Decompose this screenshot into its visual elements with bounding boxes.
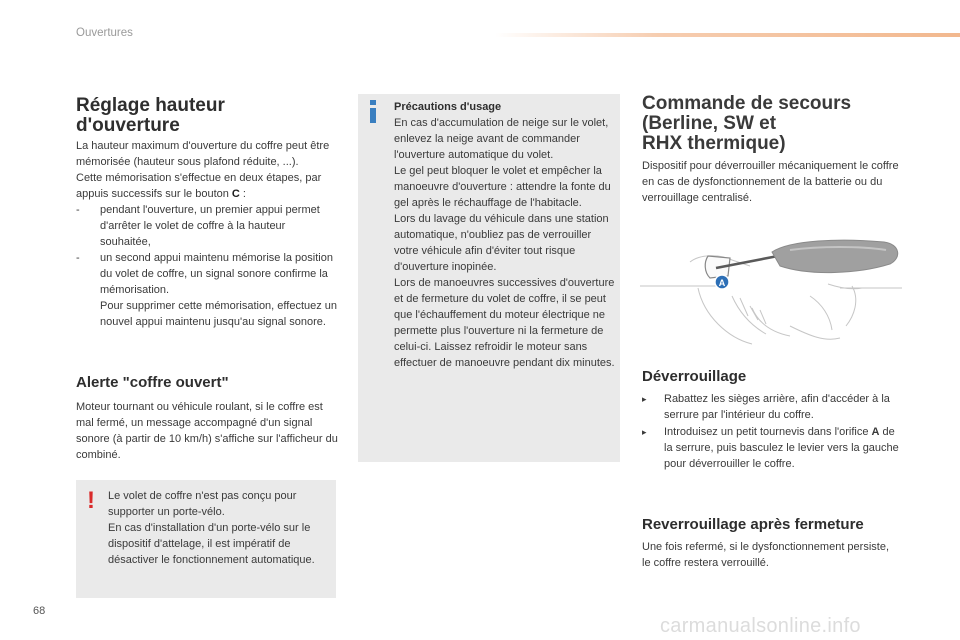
info-paragraph: Lors de manoeuvres successives d'ouverture et de fermeture du volet de coffre, il se peut que l'échauffement du moteur électrique ne permette plus l'ouverture ni la fermeture de celui-ci. Laissez refroidir le moteur sans effectuer de manoeuvre pendant dix minutes. [394, 277, 615, 369]
left-intro2-end: : [239, 188, 246, 200]
info-paragraph: Lors du lavage du véhicule dans une station automatique, n'oubliez pas de verrouiller votre véhicule afin d'éviter tout risque d'ouverture inopinée. [394, 213, 609, 273]
dash-marker: - [76, 252, 80, 264]
watermark: carmanualsonline.info [660, 615, 861, 637]
list-item [642, 391, 904, 423]
alert-text: Moteur tournant ou véhicule roulant, si le coffre est mal fermé, un message accompagné d'un signal sonore (à partir de 10 km/h) s'affiche sur l'afficheur du combiné. [76, 401, 338, 461]
list-item [76, 202, 338, 250]
right-title-line2: (Berline, SW et [642, 113, 777, 134]
warning-content [108, 488, 328, 568]
triangle-bullet-icon: ▸ [642, 427, 647, 437]
step-text: pendant l'ouverture, un premier appui permet d'arrêter le volet de coffre à la hauteur souhaitée, [100, 204, 320, 248]
relock-title: Reverrouillage après fermeture [642, 516, 864, 533]
trunk-lock-illustration [640, 226, 904, 352]
orifice-letter-a: A [871, 426, 880, 438]
header-accent-bar [495, 33, 960, 37]
left-title: Réglage hauteur d'ouverture [76, 95, 225, 136]
left-steps-list [76, 202, 338, 298]
unlock-step-end: de la serrure, puis basculez le levier vers la gauche pour déverrouiller le coffre. [664, 426, 899, 470]
page-number: 68 [33, 605, 46, 617]
illustration-label-a: A [718, 278, 726, 288]
relock-text: Une fois refermé, si le dysfonctionnement persiste, le coffre restera verrouillé. [642, 541, 890, 569]
info-paragraph: Le gel peut bloquer le volet et empêcher la manoeuvre d'ouverture : attendre la fonte du gel après le réchauffage de l'habitacle. [394, 165, 611, 209]
right-title [642, 94, 902, 154]
info-title: Précautions d'usage [394, 101, 502, 113]
unlock-title: Déverrouillage [642, 368, 747, 385]
list-item [76, 250, 338, 298]
info-icon [370, 100, 376, 122]
unlock-step: Rabattez les sièges arrière, afin d'accéder à la serrure par l'intérieur du coffre. [664, 393, 890, 421]
unlock-step: Introduisez un petit tournevis dans l'orifice [664, 426, 872, 438]
left-intro2 [76, 170, 338, 202]
right-title-line1: Commande de secours [642, 93, 852, 114]
unlock-list [642, 391, 904, 473]
right-intro: Dispositif pour déverrouiller mécaniquement le coffre en cas de dysfonctionnement de la batterie ou du verrouillage centralisé. [642, 160, 899, 204]
dash-marker: - [76, 204, 80, 216]
section-header: Ouvertures [76, 27, 133, 39]
left-intro: La hauteur maximum d'ouverture du coffre peut être mémorisée (hauteur sous plafond réduite, ...). [76, 140, 330, 168]
step-text: un second appui maintenu mémorise la position du volet de coffre, un signal sonore confirme la mémorisation. [100, 252, 333, 296]
info-content [394, 99, 616, 371]
warning-icon: ! [87, 487, 95, 514]
button-letter-c: C [231, 188, 240, 200]
warning-line1: Le volet de coffre n'est pas conçu pour supporter un porte-vélo. [108, 490, 297, 518]
right-title-line3: RHX thermique) [642, 133, 786, 154]
left-delete-text: Pour supprimer cette mémorisation, effectuez un nouvel appui maintenu jusqu'au signal sonore. [100, 300, 338, 328]
triangle-bullet-icon: ▸ [642, 394, 647, 404]
left-intro2-text: Cette mémorisation s'effectue en deux étapes, par appuis successifs sur le bouton [76, 172, 322, 200]
alert-title: Alerte "coffre ouvert" [76, 374, 229, 391]
info-paragraph: En cas d'accumulation de neige sur le volet, enlevez la neige avant de commander l'ouverture automatique du volet. [394, 117, 609, 161]
warning-line2: En cas d'installation d'un porte-vélo sur le dispositif d'attelage, il est impératif de désactiver le fonctionnement automatique. [108, 522, 315, 566]
left-body [76, 138, 338, 330]
list-item [642, 424, 904, 472]
